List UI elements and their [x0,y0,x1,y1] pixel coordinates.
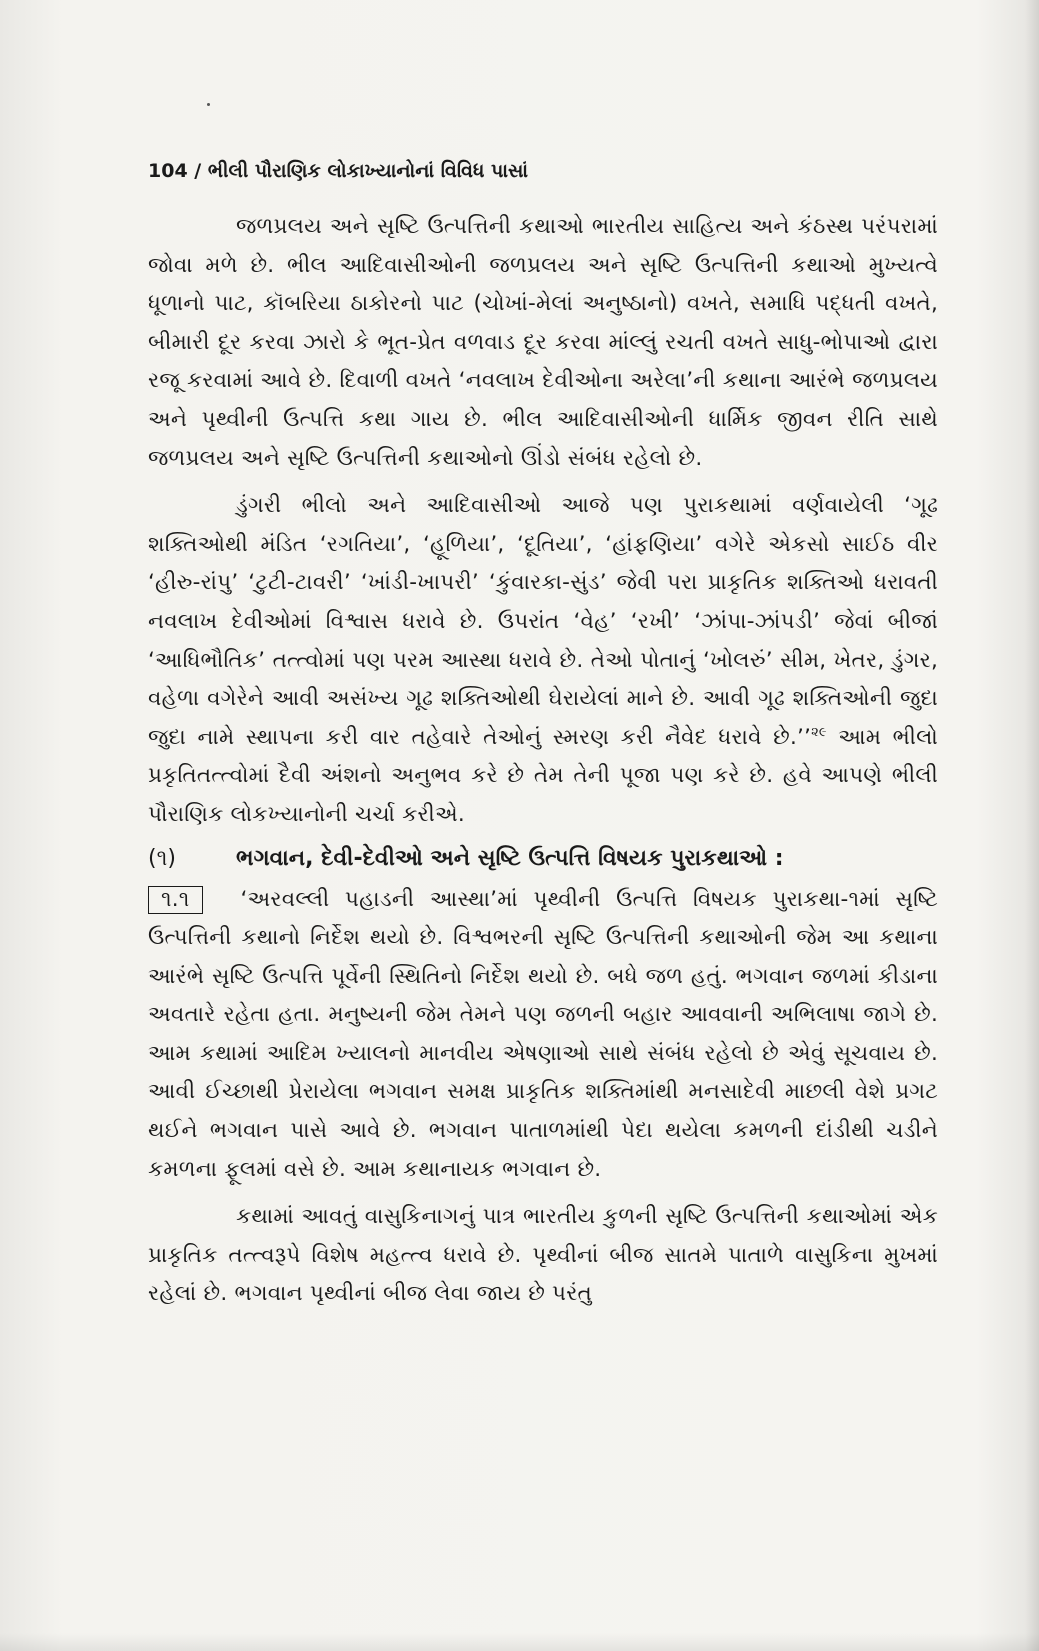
paragraph-gap [148,478,938,487]
paragraph-1: જળપ્રલય અને સૃષ્ટિ ઉત્પત્તિની કથાઓ ભારતીય સાહિત્ય અને કંઠસ્થ પરંપરામાં જોવા મળે છે. ભીલ આદિવાસીઓની જળપ્રલય અને સૃષ્ટિ ઉત્પત્તિની કથાઓ મુખ્યત્વે ધૂળાનો પાટ, કૉબરિયા ઠાકોરનો પાટ (ચોખાં-મેલાં અનુષ્ઠાનો) વખતે, સમાધિ પદ્ધતી વખતે, બીમારી દૂર કરવા ઝારો કે ભૂત-પ્રેત વળવાડ દૂર કરવા માંલ્લું રચતી વખતે સાધુ-ભોપાઓ દ્વારા રજૂ કરવામાં આવે છે. દિવાળી વખતે ‘નવલાખ દેવીઓના અરેલા’ની કથાના આરંભે જળપ્રલય અને પૃથ્વીની ઉત્પત્તિ કથા ગાય છે. ભીલ આદિવાસીઓની ધાર્મિક જીવન રીતિ સાથે જળપ્રલય અને સૃષ્ટિ ઉત્પત્તિની કથાઓનો ઊંડો સંબંધ રહેલો છે. [148,214,938,471]
page-body [148,208,938,1314]
section-number: (૧) [148,845,176,871]
page-bottom-shadow [0,1633,1039,1651]
closing-paragraph: કથામાં આવતું વાસુકિનાગનું પાત્ર ભારતીય કુળની સૃષ્ટિ ઉત્પત્તિની કથાઓમાં એક પ્રાકૃતિક તત્ત્વરૂપે વિશેષ મહત્ત્વ ધરાવે છે. પૃથ્વીનાં બીજ સાતમે પાતાળે વાસુકિના મુખમાં રહેલાં છે. ભગવાન પૃથ્વીનાં બીજ લેવા જાય છે પરંતુ [148,1204,938,1307]
section-heading [148,839,938,879]
paragraph-2-text: ડુંગરી ભીલો અને આદિવાસીઓ આજે પણ પુરાકથામાં વર્ણવાયેલી ‘ગૂઢ શક્તિઓથી મંડિત ‘રગતિયા’, ‘હૂળિયા’, ‘દૂતિયા’, ‘હાંફણિયા’ વગેરે એકસો સાઈઠ વીર ‘હીરુ-રાંપુ’ ‘ટુટી-ટાવરી’ ‘ખાંડી-ખાપરી’ ‘કુંવારકા-સુંડ’ જેવી પરા પ્રાકૃતિક શક્તિઓ ધરાવતી નવલાખ દેવીઓમાં વિશ્વાસ ધરાવે છે. ઉપરાંત ‘વેહ’ ‘રખી’ ‘ઝાંપા-ઝાંપડી’ જેવાં બીજાં ‘આધિભૌતિક’ તત્ત્વોમાં પણ પરમ આસ્થા ધરાવે છે. તેઓ પોતાનું ‘ખોલરું’ સીમ, ખેતર, ડુંગર, વહેળા વગેરેને આવી અસંખ્ય ગૂઢ શક્તિઓથી ઘેરાયેલાં માને છે. આવી ગૂઢ શક્તિઓની જુદા જુદા નામે સ્થાપના કરી વાર તહેવારે તેઓનું સ્મરણ કરી નૈવેદ ધરાવે છે.’’ [148,493,938,750]
subsection-text: ‘અરવલ્લી પહાડની આસ્થા’માં પૃથ્વીની ઉત્પત્તિ વિષયક પુરાકથા-૧માં સૃષ્ટિ ઉત્પત્તિની કથાનો નિર્દેશ થયો છે. વિશ્વભરની સૃષ્ટિ ઉત્પત્તિની કથાઓની જેમ આ કથાના આરંભે સૃષ્ટિ ઉત્પત્તિ પૂર્વેની સ્થિતિનો નિર્દેશ થયો છે. બધે જળ હતું. ભગવાન જળમાં કીડાના અવતારે રહેતા હતા. મનુષ્યની જેમ તેમને પણ જળની બહાર આવવાની અભિલાષા જાગે છે. આમ કથામાં આદિમ ખ્યાલનો માનવીય એષણાઓ સાથે સંબંધ રહેલો છે એવું સૂચવાય છે. આવી ઈચ્છાથી પ્રેરાયેલા ભગવાન સમક્ષ પ્રાકૃતિક શક્તિમાંથી મનસાદેવી માછલી વેશે પ્રગટ થઈને ભગવાન પાસે આવે છે. ભગવાન પાતાળમાંથી પેદા થયેલા કમળની દાંડીથી ચડીને કમળના ફૂલમાં વસે છે. આમ કથાનાયક ભગવાન છે. [148,886,938,1182]
section-title: ભગવાન, દેવી-દેવીઓ અને સૃષ્ટિ ઉત્પત્તિ વિષયક પુરાકથાઓ : [236,845,784,871]
paragraph-2-continuation: આમ ભીલો પ્રકૃતિતત્ત્વોમાં દૈવી અંશનો અનુભવ કરે છે તેમ તેની પૂજા પણ કરે છે. હવે આપણે ભીલી પૌરાણિક લોકખ્યાનોની ચર્ચા કરીએ. [148,724,938,827]
page-edge-shadow [1025,0,1039,1651]
footnote-marker: ૨૯ [811,724,827,740]
paragraph-gap [148,1189,938,1198]
running-header: 104 / ભીલી પૌરાણિક લોકાખ્યાનોનાં વિવિધ પાસાં [148,160,529,182]
subsection-paragraph [148,881,938,1190]
subsection-number-box: ૧.૧ [148,886,203,914]
page-speck [207,103,210,106]
paragraph-2 [148,487,938,834]
